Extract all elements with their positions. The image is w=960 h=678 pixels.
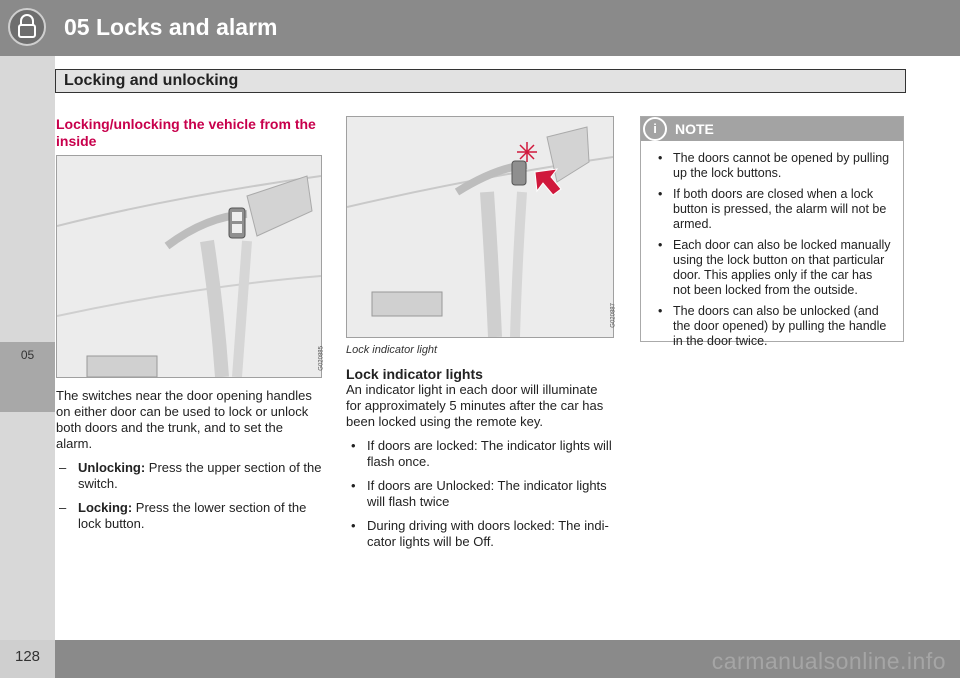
list-item: • Each door can also be locked manually using the lock button on that particular door. This applies only if the car has not been locked from the outside. bbox=[658, 238, 891, 297]
watermark: carmanualsonline.info bbox=[711, 648, 946, 674]
figure-code: G020887 bbox=[611, 303, 617, 328]
section-title: Locking and unlocking bbox=[64, 72, 239, 89]
figure-code: G020885 bbox=[319, 346, 325, 371]
list-item: • The doors can also be unlocked (and the door opened) by pulling the handle in the door twice. bbox=[658, 304, 887, 348]
list-item: – Unlocking: Press the upper section of the switch. bbox=[59, 460, 322, 491]
door-switch-illustration bbox=[56, 155, 325, 378]
column-locking-inside bbox=[56, 116, 325, 532]
info-icon: i bbox=[643, 117, 667, 141]
note-header bbox=[641, 117, 903, 141]
list-item: • If doors are locked: The indicator lights will flash once. bbox=[351, 438, 612, 469]
indicator-intro: An indicator light in each door will illuminate for approximately 5 minutes after the car has been locked using the remote key. bbox=[346, 382, 604, 429]
list-item: • During driving with doors locked: The indi-cator lights will be Off. bbox=[351, 518, 609, 549]
chapter-title: 05 Locks and alarm bbox=[64, 14, 278, 40]
note-box bbox=[640, 116, 904, 348]
column-lock-indicator bbox=[346, 116, 617, 550]
list-item: • The doors cannot be opened by pulling up the lock buttons. bbox=[658, 151, 890, 180]
list-item: – Locking: Press the lower section of the lock button. bbox=[59, 500, 307, 531]
chapter-sidebar bbox=[0, 0, 55, 678]
lock-icon bbox=[8, 8, 46, 46]
note-label: NOTE bbox=[675, 121, 714, 137]
page-number: 128 bbox=[14, 648, 41, 665]
note-body bbox=[641, 141, 903, 349]
figure-caption: Lock indicator light bbox=[346, 344, 438, 356]
lock-indicator-illustration bbox=[346, 116, 617, 338]
list-item: • If both doors are closed when a lock button is pressed, the alarm will not be armed. bbox=[658, 187, 887, 231]
locking-heading: Locking/unlocking the vehicle from the inside bbox=[56, 116, 316, 149]
indicator-subheading: Lock indicator lights bbox=[346, 366, 483, 382]
list-item: • If doors are Unlocked: The indicator lights will flash twice bbox=[351, 478, 607, 509]
locking-intro: The switches near the door opening handles on either door can be used to lock or unlock both doors and the trunk, and to set the alarm. bbox=[56, 388, 312, 451]
chapter-tab-number: 05 bbox=[20, 348, 35, 362]
